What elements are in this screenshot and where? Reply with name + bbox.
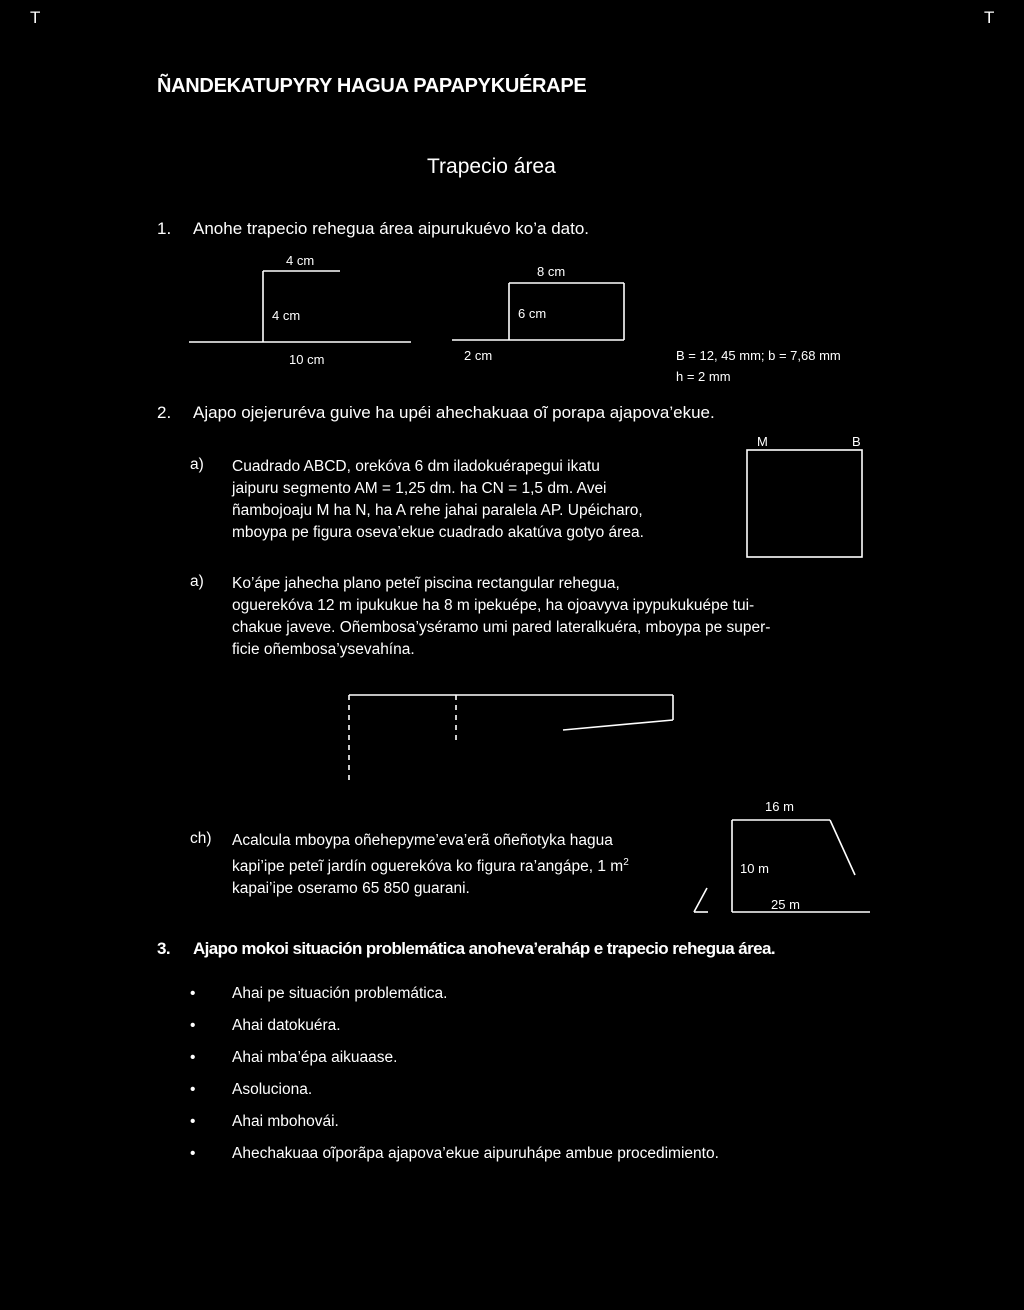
fig2-offset-label: 2 cm: [464, 348, 493, 363]
garden-top-label: 16 m: [765, 799, 794, 814]
corner-mark-left: T: [30, 8, 41, 27]
item-a2-line: Ko’ápe jahecha plano peteĩ piscina rectangular rehegua,: [232, 575, 620, 592]
list-item-text: Ahai mba’épa aikuaase.: [232, 1049, 398, 1066]
fig1-height-label: 4 cm: [272, 308, 301, 323]
fig2-top-label: 8 cm: [537, 264, 566, 279]
corner-mark-right: T: [984, 8, 995, 27]
fig2-height-label: 6 cm: [518, 306, 547, 321]
page-title: Trapecio área: [427, 155, 556, 178]
square-figure: [747, 450, 862, 557]
pool-plan-figure: [349, 695, 673, 785]
item-a2-text: [232, 573, 770, 661]
question-3-text: Ajapo mokoi situación problemática anoheva’eraháp e trapecio rehegua área.: [193, 939, 775, 958]
bullet: •: [190, 1081, 196, 1098]
bullet: •: [190, 985, 196, 1002]
fig3-height-label: h = 2 mm: [676, 369, 731, 384]
list-item: [190, 983, 719, 1015]
fig3-bases-label: B = 12, 45 mm; b = 7,68 mm: [676, 348, 841, 363]
fig1-base-label: 10 cm: [289, 352, 325, 367]
item-a1-line: mboypa pe figura oseva’ekue cuadrado akatúva gotyo área.: [232, 524, 644, 541]
bullet: •: [190, 1113, 196, 1130]
item-a1-line: ñambojoaju M ha N, ha A rehe jahai paralela AP. Upéicharo,: [232, 502, 643, 519]
list-item: [190, 1015, 719, 1047]
item-ch-line: Acalcula mboypa oñehepyme’eva’erã oñeñotyka hagua: [232, 832, 613, 849]
list-item-text: Ahai datokuéra.: [232, 1017, 341, 1034]
list-item: [190, 1047, 719, 1079]
bullet: •: [190, 1049, 196, 1066]
item-a1-line: jaipuru segmento AM = 1,25 dm. ha CN = 1,5 dm. Avei: [232, 480, 607, 497]
garden-base-label: 25 m: [771, 897, 800, 912]
item-ch-line-text: kapi’ipe peteĩ jardín oguerekóva ko figura ra’angápe, 1 m: [232, 858, 624, 876]
square-label-m: M: [757, 434, 768, 449]
fig1-top-label: 4 cm: [286, 253, 315, 268]
bullet: •: [190, 1017, 196, 1034]
item-a1-text: [232, 456, 644, 544]
trapezoid-figure-1: [189, 271, 411, 342]
bullet: •: [190, 1145, 196, 1162]
item-a2-label: a): [190, 573, 204, 590]
item-ch-label: ch): [190, 830, 212, 847]
question-1-text: Anohe trapecio rehegua área aipurukuévo ko’a dato.: [193, 219, 590, 238]
question-1-number: 1.: [157, 219, 172, 238]
list-item-text: Ahechakuaa oĩporãpa ajapova’ekue aipuruhápe ambue procedimiento.: [232, 1145, 719, 1162]
section-header: ÑANDEKATUPYRY HAGUA PAPAPYKUÉRAPE: [157, 75, 587, 97]
list-item: [190, 1111, 719, 1143]
list-item-text: Ahai pe situación problemática.: [232, 985, 448, 1002]
item-a2-line: ficie oñembosa’ysevahína.: [232, 641, 415, 658]
garden-height-label: 10 m: [740, 861, 769, 876]
list-item: [190, 1079, 719, 1111]
question-2-number: 2.: [157, 403, 172, 422]
question-2-text: Ajapo ojejeruréva guive ha upéi ahechakuaa oĩ porapa ajapova’ekue.: [193, 403, 715, 422]
item-ch-line: [232, 852, 629, 878]
list-item-text: Ahai mbohovái.: [232, 1113, 339, 1130]
item-ch-line: kapai’ipe oseramo 65 850 guarani.: [232, 880, 470, 898]
q3-bullet-list: [190, 983, 719, 1175]
item-a2-line: oguerekóva 12 m ipukukue ha 8 m ipekuépe, ha ojoavyva ipypukukuépe tui-: [232, 597, 755, 614]
item-a2-line: chakue javeve. Oñembosa’yséramo umi pared lateralkuéra, mboypa pe super-: [232, 619, 771, 636]
list-item: [190, 1143, 719, 1175]
list-item-text: Asoluciona.: [232, 1081, 313, 1098]
item-ch-text: [232, 830, 629, 900]
superscript: 2: [623, 857, 629, 868]
square-label-b: B: [852, 434, 861, 449]
question-3-number: 3.: [157, 939, 170, 958]
item-a1-label: a): [190, 456, 204, 473]
item-a1-line: Cuadrado ABCD, orekóva 6 dm iladokuérapegui ikatu: [232, 458, 600, 475]
